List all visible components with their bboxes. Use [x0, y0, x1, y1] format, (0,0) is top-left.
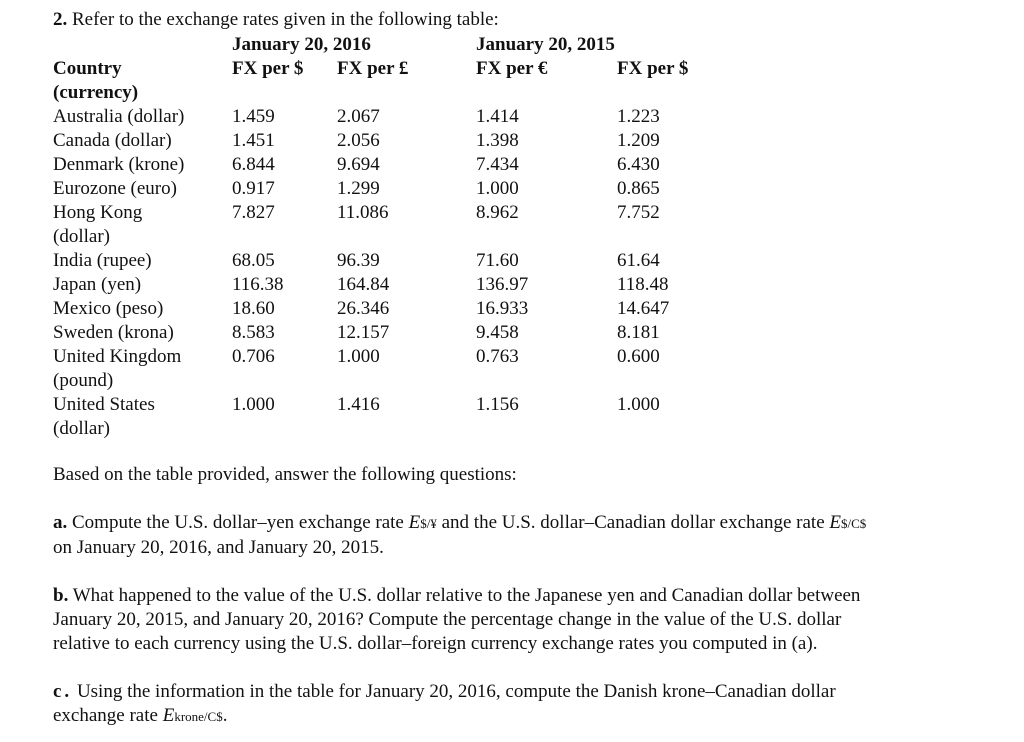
rate-2015-fx-per-eur: 71.60	[476, 250, 519, 271]
question-number: 2.	[53, 9, 68, 30]
col-header-2015-usd: FX per $	[617, 58, 689, 79]
rate-2016-fx-per-usd: 6.844	[232, 154, 275, 175]
question-c: c. Using the information in the table for January 20, 2016, compute the Danish krone–Canadian dollar exchange rate Ekrone/C$.	[53, 681, 836, 726]
rate-2016-fx-per-gbp: 1.299	[337, 178, 380, 199]
rate-2016-fx-per-gbp: 12.157	[337, 322, 390, 343]
question-b-label: b.	[53, 585, 69, 606]
rate-2016-fx-per-usd: 68.05	[232, 250, 275, 271]
country-header: Country	[53, 58, 122, 79]
country-currency: (dollar)	[53, 418, 110, 439]
answer-prompt: Based on the table provided, answer the following questions:	[53, 464, 517, 485]
rate-2015-fx-per-usd: 1.209	[617, 130, 660, 151]
rate-2015-fx-per-eur: 1.398	[476, 130, 519, 151]
rate-2016-fx-per-usd: 1.459	[232, 106, 275, 127]
country-name: Denmark (krone)	[53, 154, 185, 175]
rate-2015-fx-per-eur: 1.414	[476, 106, 519, 127]
rate-symbol-krone-cad: Ekrone/C$	[162, 705, 223, 726]
rate-2015-fx-per-usd: 61.64	[617, 250, 660, 271]
rate-2016-fx-per-usd: 7.827	[232, 202, 275, 223]
rate-2016-fx-per-gbp: 2.056	[337, 130, 380, 151]
rate-2016-fx-per-gbp: 96.39	[337, 250, 380, 271]
question-c-line-2: exchange rate	[53, 705, 163, 726]
rate-symbol-usd-cad: E$/C$	[829, 512, 867, 533]
question-a-text-1: Compute the U.S. dollar–yen exchange rate	[72, 512, 409, 533]
rate-symbol-usd-yen: E$/¥	[408, 512, 437, 533]
rate-2015-fx-per-eur: 1.000	[476, 178, 519, 199]
rate-2015-fx-per-usd: 0.600	[617, 346, 660, 367]
country-currency: (pound)	[53, 370, 114, 391]
question-b	[53, 584, 953, 656]
date-header-2015: January 20, 2015	[476, 34, 615, 55]
question-b-line-1: What happened to the value of the U.S. dollar relative to the Japanese yen and Canadian dollar between	[72, 585, 861, 606]
country-name: Eurozone (euro)	[53, 178, 177, 199]
rate-2016-fx-per-usd: 1.000	[232, 394, 275, 415]
question-a-text-2: and the U.S. dollar–Canadian dollar exchange rate	[436, 512, 830, 533]
country-name: United Kingdom	[53, 346, 182, 367]
rate-2015-fx-per-eur: 16.933	[476, 298, 529, 319]
rate-2015-fx-per-usd: 14.647	[617, 298, 670, 319]
rate-2016-fx-per-usd: 8.583	[232, 322, 275, 343]
rate-2016-fx-per-gbp: 2.067	[337, 106, 380, 127]
rate-2015-fx-per-eur: 7.434	[476, 154, 519, 175]
country-currency: (dollar)	[53, 226, 110, 247]
rate-2016-fx-per-gbp: 26.346	[337, 298, 390, 319]
rate-2015-fx-per-eur: 9.458	[476, 322, 519, 343]
question-a	[53, 511, 953, 560]
country-name: Hong Kong	[53, 202, 143, 223]
rate-2016-fx-per-usd: 1.451	[232, 130, 275, 151]
country-name: Australia (dollar)	[53, 106, 185, 127]
question-a-text-3: on January 20, 2016, and January 20, 2015.	[53, 537, 384, 558]
rate-2015-fx-per-usd: 1.223	[617, 106, 660, 127]
rate-2016-fx-per-usd: 116.38	[232, 274, 284, 295]
intro-text: Refer to the exchange rates given in the following table:	[72, 9, 499, 30]
col-header-2015-eur: FX per €	[476, 58, 548, 79]
country-name: United States	[53, 394, 155, 415]
col-header-2016-gbp: FX per £	[337, 58, 409, 79]
question-c-line-1: Using the information in the table for January 20, 2016, compute the Danish krone–Canadian dollar	[76, 681, 836, 702]
question-b-line-3: relative to each currency using the U.S. dollar–foreign currency exchange rates you computed in (a).	[53, 633, 818, 654]
question-c-label: c.	[53, 681, 73, 702]
rate-2015-fx-per-usd: 8.181	[617, 322, 660, 343]
country-name: Japan (yen)	[53, 274, 142, 295]
question-b-line-2: January 20, 2015, and January 20, 2016? Compute the percentage change in the value of the U.S. dollar	[53, 609, 842, 630]
country-name: Canada (dollar)	[53, 130, 172, 151]
country-name: Sweden (krona)	[53, 322, 174, 343]
rate-2015-fx-per-usd: 118.48	[617, 274, 669, 295]
rate-2015-fx-per-eur: 1.156	[476, 394, 519, 415]
rate-2015-fx-per-usd: 6.430	[617, 154, 660, 175]
country-name: Mexico (peso)	[53, 298, 164, 319]
rate-2016-fx-per-gbp: 11.086	[337, 202, 389, 223]
rate-2015-fx-per-eur: 0.763	[476, 346, 519, 367]
rate-2016-fx-per-usd: 0.706	[232, 346, 275, 367]
rate-2016-fx-per-gbp: 164.84	[337, 274, 390, 295]
date-header-2016: January 20, 2016	[232, 34, 371, 55]
rate-2015-fx-per-eur: 136.97	[476, 274, 529, 295]
rate-2016-fx-per-usd: 18.60	[232, 298, 275, 319]
country-name: India (rupee)	[53, 250, 152, 271]
rate-2015-fx-per-usd: 0.865	[617, 178, 660, 199]
rate-2016-fx-per-gbp: 9.694	[337, 154, 380, 175]
rate-2016-fx-per-gbp: 1.416	[337, 394, 380, 415]
question-a-label: a.	[53, 512, 68, 533]
rate-2015-fx-per-eur: 8.962	[476, 202, 519, 223]
rate-2016-fx-per-gbp: 1.000	[337, 346, 380, 367]
rate-2016-fx-per-usd: 0.917	[232, 178, 275, 199]
col-header-2016-usd: FX per $	[232, 58, 304, 79]
currency-header: (currency)	[53, 82, 139, 103]
rate-2015-fx-per-usd: 7.752	[617, 202, 660, 223]
rate-2015-fx-per-usd: 1.000	[617, 394, 660, 415]
